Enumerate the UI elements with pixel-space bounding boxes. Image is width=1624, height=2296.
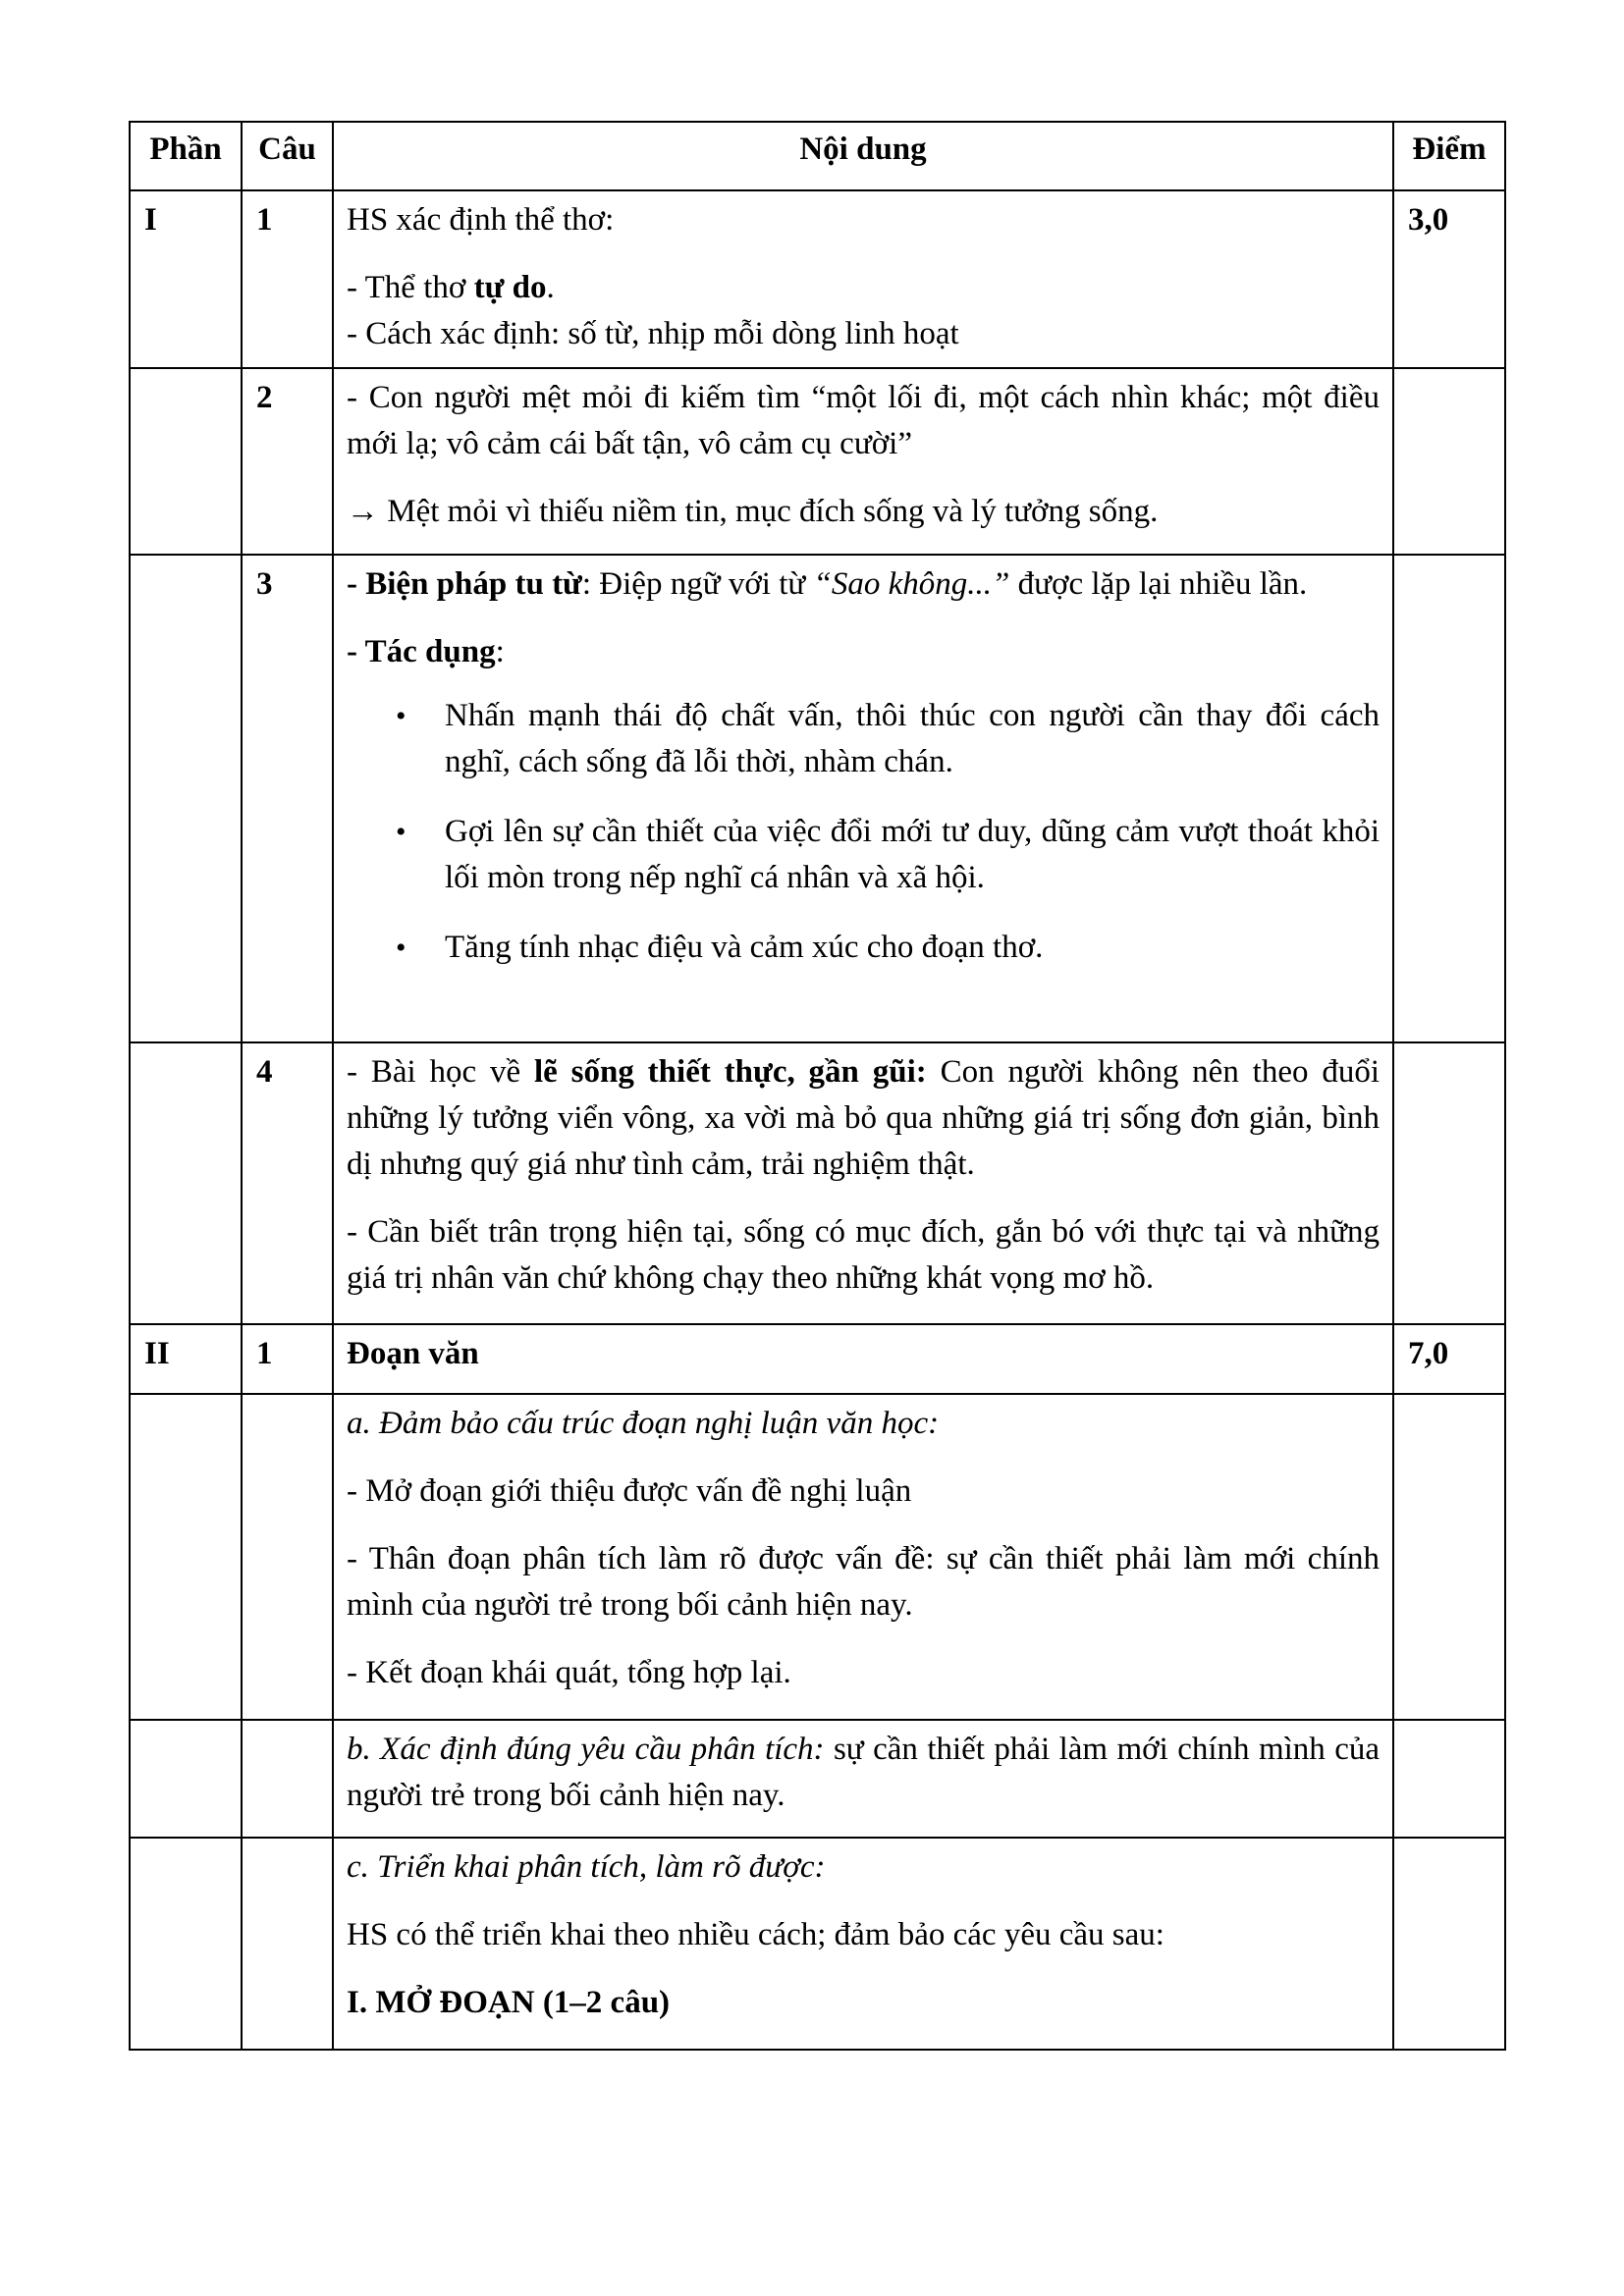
question-cell: 2 [242,368,333,555]
header-part: Phần [130,122,242,190]
part-cell [130,368,242,555]
criterion-heading: a. Đảm bảo cấu trúc đoạn nghị luận văn học: [347,1406,940,1441]
part-cell [130,1838,242,2050]
part-cell [130,555,242,1042]
score-cell: 7,0 [1393,1324,1505,1394]
content-cell [333,1838,1393,2050]
question-cell: 3 [242,555,333,1042]
table-row [130,368,1505,555]
part-cell: II [130,1324,242,1394]
content-cell [333,1394,1393,1720]
arrow-right-icon: → [347,494,379,529]
content-cell [333,368,1393,555]
content-paragraph: - Kết đoạn khái quát, tổng hợp lại. [347,1655,791,1690]
content-paragraph: - Bài học về lẽ sống thiết thực, gần gũi: Con người không nên theo đuổi những lý tưởng viển vông, xa vời mà bỏ qua những giá trị sống đơn giản, bình dị nhưng quý giá như tình cảm, trải nghiệm thật. [347,1054,1380,1182]
content-cell [333,1042,1393,1324]
table-row [130,1838,1505,2050]
effect-list [347,693,1380,971]
table-row [130,1720,1505,1838]
question-cell: 1 [242,1324,333,1394]
effect-heading: - Tác dụng: [347,634,505,669]
score-cell [1393,555,1505,1042]
content-line: - Cách xác định: số từ, nhịp mỗi dòng linh hoạt [347,316,959,351]
content-cell [333,555,1393,1042]
part-cell [130,1720,242,1838]
content-cell: Đoạn văn [333,1324,1393,1394]
score-cell [1393,1394,1505,1720]
question-cell [242,1838,333,2050]
content-paragraph: - Cần biết trân trọng hiện tại, sống có mục đích, gắn bó với thực tại và những giá trị nhân văn chứ không chạy theo những khát vọng mơ hồ. [347,1214,1380,1296]
answer-rubric-table [129,121,1506,2051]
table-header-row [130,122,1505,190]
criterion-heading: c. Triển khai phân tích, làm rõ được: [347,1849,826,1885]
score-cell [1393,1838,1505,2050]
content-paragraph: - Con người mệt mỏi đi kiếm tìm “một lối đi, một cách nhìn khác; một điều mới lạ; vô cảm cái bất tận, vô cảm cụ cười” [347,380,1380,461]
table-row [130,1042,1505,1324]
score-cell [1393,368,1505,555]
table-row [130,1324,1505,1394]
content-cell [333,190,1393,368]
part-cell [130,1394,242,1720]
question-cell: 1 [242,190,333,368]
question-cell: 4 [242,1042,333,1324]
content-conclusion: → Mệt mỏi vì thiếu niềm tin, mục đích sống và lý tưởng sống. [347,494,1159,529]
header-score: Điểm [1393,122,1505,190]
score-cell: 3,0 [1393,190,1505,368]
header-content: Nội dung [333,122,1393,190]
list-item: • Tăng tính nhạc điệu và cảm xúc cho đoạn thơ. [445,925,1380,971]
part-cell [130,1042,242,1324]
score-cell [1393,1720,1505,1838]
part-cell: I [130,190,242,368]
question-cell [242,1720,333,1838]
list-item: • Gợi lên sự cần thiết của việc đổi mới tư duy, dũng cảm vượt thoát khỏi lối mòn trong nếp nghĩ cá nhân và xã hội. [445,809,1380,901]
content-intro: HS xác định thể thơ: [347,202,615,238]
table-row [130,190,1505,368]
content-line: - Thể thơ tự do. [347,270,555,305]
list-item: • Nhấn mạnh thái độ chất vấn, thôi thúc con người cần thay đổi cách nghĩ, cách sống đã lỗi thời, nhàm chán. [445,693,1380,785]
content-paragraph: - Mở đoạn giới thiệu được vấn đề nghị luận [347,1473,912,1509]
criterion-paragraph: b. Xác định đúng yêu cầu phân tích: sự cần thiết phải làm mới chính mình của người trẻ trong bối cảnh hiện nay. [347,1732,1380,1813]
section-heading: I. MỞ ĐOẠN (1–2 câu) [347,1985,671,2020]
header-question: Câu [242,122,333,190]
content-cell [333,1720,1393,1838]
table-row [130,1394,1505,1720]
table-row [130,555,1505,1042]
content-paragraph: - Thân đoạn phân tích làm rõ được vấn đề: sự cần thiết phải làm mới chính mình của người trẻ trong bối cảnh hiện nay. [347,1541,1380,1623]
question-cell [242,1394,333,1720]
content-paragraph: HS có thể triển khai theo nhiều cách; đảm bảo các yêu cầu sau: [347,1917,1164,1952]
device-paragraph: - Biện pháp tu từ: Điệp ngữ với từ “Sao không...” được lặp lại nhiều lần. [347,566,1308,602]
score-cell [1393,1042,1505,1324]
